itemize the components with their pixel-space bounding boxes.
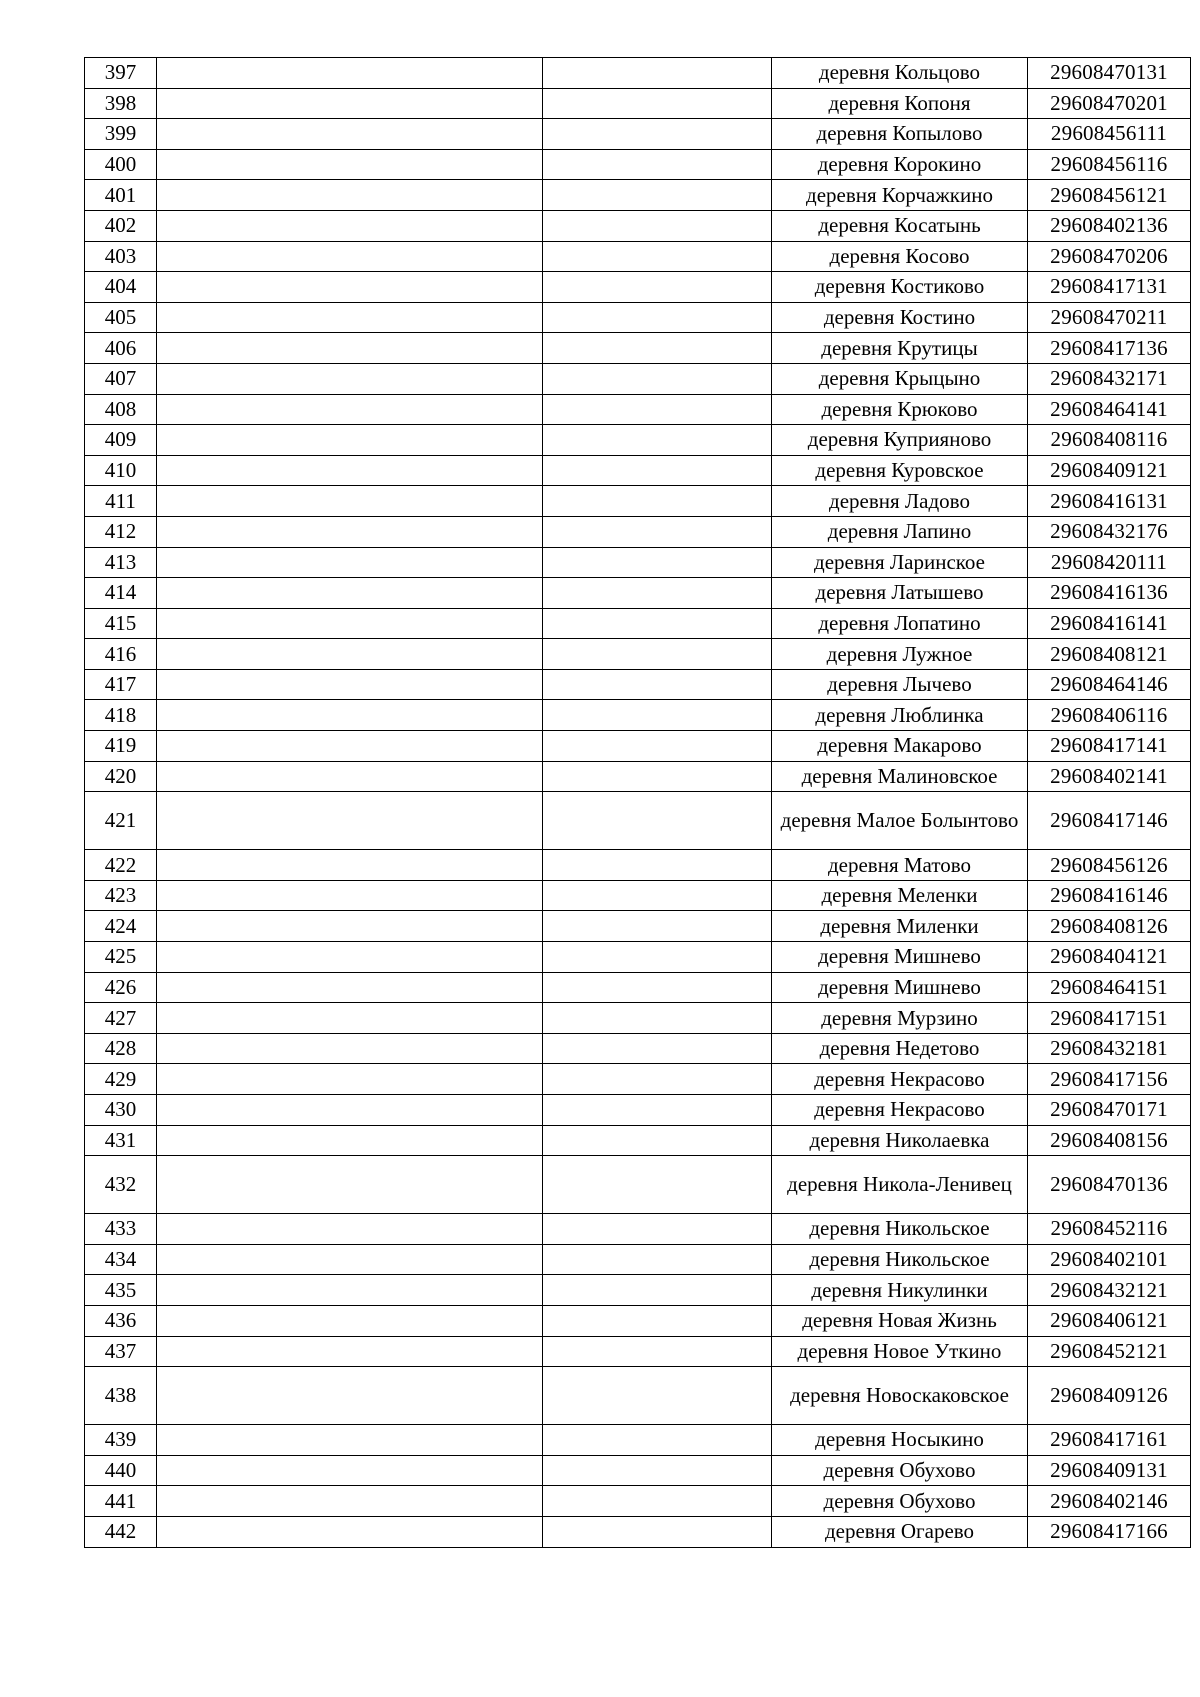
oktmo-code-cell: 29608417131 — [1028, 272, 1191, 303]
empty-cell — [157, 333, 543, 364]
empty-cell — [543, 455, 772, 486]
row-number-cell: 427 — [85, 1003, 157, 1034]
settlement-name-cell: деревня Никола-Ленивец — [772, 1156, 1028, 1214]
empty-cell — [157, 149, 543, 180]
settlement-name-cell: деревня Костиково — [772, 272, 1028, 303]
empty-cell — [543, 578, 772, 609]
oktmo-code-cell: 29608402136 — [1028, 210, 1191, 241]
row-number-cell: 421 — [85, 792, 157, 850]
oktmo-code-cell: 29608470211 — [1028, 302, 1191, 333]
row-number-cell: 433 — [85, 1214, 157, 1245]
oktmo-code-cell: 29608402101 — [1028, 1244, 1191, 1275]
table-row — [85, 792, 1191, 850]
row-number-cell: 409 — [85, 425, 157, 456]
oktmo-code-cell: 29608420111 — [1028, 547, 1191, 578]
oktmo-code-cell: 29608417136 — [1028, 333, 1191, 364]
table-row — [85, 1095, 1191, 1126]
settlement-name-cell: деревня Косатынь — [772, 210, 1028, 241]
empty-cell — [543, 911, 772, 942]
row-number-cell: 404 — [85, 272, 157, 303]
empty-cell — [543, 761, 772, 792]
row-number-cell: 426 — [85, 972, 157, 1003]
empty-cell — [157, 761, 543, 792]
row-number-cell: 430 — [85, 1095, 157, 1126]
settlement-name-cell: деревня Новоскаковское — [772, 1367, 1028, 1425]
oktmo-code-cell: 29608470171 — [1028, 1095, 1191, 1126]
oktmo-code-cell: 29608470131 — [1028, 58, 1191, 89]
settlement-name-cell: деревня Куровское — [772, 455, 1028, 486]
empty-cell — [157, 1516, 543, 1547]
oktmo-code-cell: 29608464141 — [1028, 394, 1191, 425]
settlement-name-cell: деревня Корчажкино — [772, 180, 1028, 211]
empty-cell — [157, 792, 543, 850]
settlement-name-cell: деревня Крутицы — [772, 333, 1028, 364]
empty-cell — [543, 119, 772, 150]
row-number-cell: 435 — [85, 1275, 157, 1306]
table-row — [85, 911, 1191, 942]
table-row — [85, 1275, 1191, 1306]
row-number-cell: 425 — [85, 942, 157, 973]
oktmo-code-cell: 29608417156 — [1028, 1064, 1191, 1095]
settlement-name-cell: деревня Кольцово — [772, 58, 1028, 89]
empty-cell — [543, 700, 772, 731]
settlement-name-cell: деревня Лопатино — [772, 608, 1028, 639]
empty-cell — [543, 1486, 772, 1517]
row-number-cell: 436 — [85, 1305, 157, 1336]
settlement-name-cell: деревня Мишнево — [772, 972, 1028, 1003]
empty-cell — [157, 88, 543, 119]
empty-cell — [157, 1003, 543, 1034]
oktmo-code-cell: 29608416136 — [1028, 578, 1191, 609]
row-number-cell: 414 — [85, 578, 157, 609]
settlement-name-cell: деревня Николаевка — [772, 1125, 1028, 1156]
row-number-cell: 432 — [85, 1156, 157, 1214]
row-number-cell: 418 — [85, 700, 157, 731]
row-number-cell: 410 — [85, 455, 157, 486]
empty-cell — [157, 486, 543, 517]
empty-cell — [157, 241, 543, 272]
empty-cell — [543, 1033, 772, 1064]
table-row — [85, 880, 1191, 911]
empty-cell — [543, 1367, 772, 1425]
oktmo-code-cell: 29608402146 — [1028, 1486, 1191, 1517]
table-row — [85, 1033, 1191, 1064]
empty-cell — [157, 578, 543, 609]
empty-cell — [157, 455, 543, 486]
empty-cell — [157, 669, 543, 700]
empty-cell — [543, 516, 772, 547]
row-number-cell: 438 — [85, 1367, 157, 1425]
empty-cell — [157, 1336, 543, 1367]
empty-cell — [157, 880, 543, 911]
empty-cell — [157, 1486, 543, 1517]
oktmo-code-cell: 29608404121 — [1028, 942, 1191, 973]
row-number-cell: 420 — [85, 761, 157, 792]
row-number-cell: 406 — [85, 333, 157, 364]
empty-cell — [543, 942, 772, 973]
settlement-name-cell: деревня Копылово — [772, 119, 1028, 150]
settlement-name-cell: деревня Новое Уткино — [772, 1336, 1028, 1367]
table-row — [85, 1064, 1191, 1095]
empty-cell — [157, 180, 543, 211]
row-number-cell: 422 — [85, 850, 157, 881]
table-row — [85, 578, 1191, 609]
table-row — [85, 394, 1191, 425]
table-row — [85, 363, 1191, 394]
settlement-name-cell: деревня Малиновское — [772, 761, 1028, 792]
oktmo-code-cell: 29608416146 — [1028, 880, 1191, 911]
table-row — [85, 88, 1191, 119]
table-row — [85, 58, 1191, 89]
settlement-name-cell: деревня Носыкино — [772, 1425, 1028, 1456]
row-number-cell: 442 — [85, 1516, 157, 1547]
settlement-name-cell: деревня Обухово — [772, 1486, 1028, 1517]
row-number-cell: 401 — [85, 180, 157, 211]
row-number-cell: 439 — [85, 1425, 157, 1456]
table-row — [85, 761, 1191, 792]
empty-cell — [157, 272, 543, 303]
row-number-cell: 403 — [85, 241, 157, 272]
empty-cell — [543, 1244, 772, 1275]
settlement-name-cell: деревня Никольское — [772, 1214, 1028, 1245]
oktmo-code-cell: 29608456126 — [1028, 850, 1191, 881]
row-number-cell: 429 — [85, 1064, 157, 1095]
table-row — [85, 972, 1191, 1003]
settlement-name-cell: деревня Лужное — [772, 639, 1028, 670]
settlement-name-cell: деревня Миленки — [772, 911, 1028, 942]
empty-cell — [543, 1214, 772, 1245]
row-number-cell: 408 — [85, 394, 157, 425]
oktmo-code-cell: 29608456111 — [1028, 119, 1191, 150]
table-row — [85, 1244, 1191, 1275]
empty-cell — [543, 608, 772, 639]
empty-cell — [157, 700, 543, 731]
settlement-name-cell: деревня Крыцыно — [772, 363, 1028, 394]
table-row — [85, 1367, 1191, 1425]
settlement-name-cell: деревня Макарово — [772, 731, 1028, 762]
row-number-cell: 423 — [85, 880, 157, 911]
empty-cell — [543, 241, 772, 272]
settlement-name-cell: деревня Малое Болынтово — [772, 792, 1028, 850]
empty-cell — [157, 394, 543, 425]
empty-cell — [543, 1095, 772, 1126]
row-number-cell: 415 — [85, 608, 157, 639]
table-row — [85, 272, 1191, 303]
row-number-cell: 398 — [85, 88, 157, 119]
empty-cell — [157, 1125, 543, 1156]
settlement-name-cell: деревня Никольское — [772, 1244, 1028, 1275]
table-row — [85, 669, 1191, 700]
settlement-name-cell: деревня Огарево — [772, 1516, 1028, 1547]
empty-cell — [543, 547, 772, 578]
row-number-cell: 400 — [85, 149, 157, 180]
empty-cell — [157, 942, 543, 973]
table-row — [85, 1486, 1191, 1517]
empty-cell — [543, 1455, 772, 1486]
empty-cell — [543, 272, 772, 303]
settlement-name-cell: деревня Некрасово — [772, 1095, 1028, 1126]
oktmo-code-cell: 29608408156 — [1028, 1125, 1191, 1156]
settlement-name-cell: деревня Недетово — [772, 1033, 1028, 1064]
settlements-table — [84, 57, 1191, 1548]
row-number-cell: 417 — [85, 669, 157, 700]
oktmo-code-cell: 29608452121 — [1028, 1336, 1191, 1367]
oktmo-code-cell: 29608470136 — [1028, 1156, 1191, 1214]
row-number-cell: 412 — [85, 516, 157, 547]
table-row — [85, 608, 1191, 639]
empty-cell — [543, 333, 772, 364]
empty-cell — [157, 425, 543, 456]
empty-cell — [543, 180, 772, 211]
empty-cell — [157, 58, 543, 89]
settlement-name-cell: деревня Никулинки — [772, 1275, 1028, 1306]
settlement-name-cell: деревня Некрасово — [772, 1064, 1028, 1095]
empty-cell — [157, 1244, 543, 1275]
oktmo-code-cell: 29608432121 — [1028, 1275, 1191, 1306]
oktmo-code-cell: 29608409131 — [1028, 1455, 1191, 1486]
settlement-name-cell: деревня Лычево — [772, 669, 1028, 700]
settlement-name-cell: деревня Обухово — [772, 1455, 1028, 1486]
table-row — [85, 1003, 1191, 1034]
table-row — [85, 942, 1191, 973]
table-row — [85, 1156, 1191, 1214]
table-row — [85, 516, 1191, 547]
empty-cell — [543, 58, 772, 89]
empty-cell — [157, 302, 543, 333]
oktmo-code-cell: 29608408121 — [1028, 639, 1191, 670]
empty-cell — [157, 119, 543, 150]
table-row — [85, 486, 1191, 517]
empty-cell — [543, 1305, 772, 1336]
settlement-name-cell: деревня Мурзино — [772, 1003, 1028, 1034]
settlements-table-body — [85, 58, 1191, 1548]
empty-cell — [157, 1064, 543, 1095]
empty-cell — [543, 363, 772, 394]
oktmo-code-cell: 29608464151 — [1028, 972, 1191, 1003]
empty-cell — [157, 1214, 543, 1245]
table-row — [85, 210, 1191, 241]
table-row — [85, 731, 1191, 762]
row-number-cell: 431 — [85, 1125, 157, 1156]
empty-cell — [543, 669, 772, 700]
row-number-cell: 405 — [85, 302, 157, 333]
oktmo-code-cell: 29608432176 — [1028, 516, 1191, 547]
empty-cell — [543, 639, 772, 670]
table-row — [85, 1425, 1191, 1456]
row-number-cell: 440 — [85, 1455, 157, 1486]
empty-cell — [157, 516, 543, 547]
empty-cell — [543, 149, 772, 180]
settlement-name-cell: деревня Куприяново — [772, 425, 1028, 456]
table-row — [85, 1455, 1191, 1486]
settlement-name-cell: деревня Латышево — [772, 578, 1028, 609]
empty-cell — [157, 639, 543, 670]
empty-cell — [157, 210, 543, 241]
oktmo-code-cell: 29608432181 — [1028, 1033, 1191, 1064]
empty-cell — [543, 1425, 772, 1456]
oktmo-code-cell: 29608408116 — [1028, 425, 1191, 456]
oktmo-code-cell: 29608417151 — [1028, 1003, 1191, 1034]
oktmo-code-cell: 29608417141 — [1028, 731, 1191, 762]
empty-cell — [543, 731, 772, 762]
settlement-name-cell: деревня Люблинка — [772, 700, 1028, 731]
empty-cell — [543, 850, 772, 881]
row-number-cell: 399 — [85, 119, 157, 150]
empty-cell — [543, 1156, 772, 1214]
row-number-cell: 428 — [85, 1033, 157, 1064]
oktmo-code-cell: 29608464146 — [1028, 669, 1191, 700]
empty-cell — [543, 792, 772, 850]
empty-cell — [543, 1336, 772, 1367]
empty-cell — [543, 880, 772, 911]
oktmo-code-cell: 29608409126 — [1028, 1367, 1191, 1425]
oktmo-code-cell: 29608406116 — [1028, 700, 1191, 731]
empty-cell — [157, 1095, 543, 1126]
empty-cell — [543, 486, 772, 517]
oktmo-code-cell: 29608417166 — [1028, 1516, 1191, 1547]
empty-cell — [543, 394, 772, 425]
row-number-cell: 419 — [85, 731, 157, 762]
settlement-name-cell: деревня Косово — [772, 241, 1028, 272]
empty-cell — [157, 1367, 543, 1425]
settlement-name-cell: деревня Ладово — [772, 486, 1028, 517]
empty-cell — [157, 1033, 543, 1064]
table-row — [85, 302, 1191, 333]
table-row — [85, 425, 1191, 456]
empty-cell — [543, 972, 772, 1003]
oktmo-code-cell: 29608409121 — [1028, 455, 1191, 486]
row-number-cell: 416 — [85, 639, 157, 670]
oktmo-code-cell: 29608456116 — [1028, 149, 1191, 180]
row-number-cell: 402 — [85, 210, 157, 241]
empty-cell — [543, 1125, 772, 1156]
empty-cell — [543, 1516, 772, 1547]
row-number-cell: 411 — [85, 486, 157, 517]
oktmo-code-cell: 29608408126 — [1028, 911, 1191, 942]
row-number-cell: 441 — [85, 1486, 157, 1517]
oktmo-code-cell: 29608470201 — [1028, 88, 1191, 119]
oktmo-code-cell: 29608417146 — [1028, 792, 1191, 850]
table-row — [85, 149, 1191, 180]
settlement-name-cell: деревня Корокино — [772, 149, 1028, 180]
empty-cell — [157, 731, 543, 762]
oktmo-code-cell: 29608416131 — [1028, 486, 1191, 517]
table-row — [85, 241, 1191, 272]
row-number-cell: 434 — [85, 1244, 157, 1275]
oktmo-code-cell: 29608417161 — [1028, 1425, 1191, 1456]
oktmo-code-cell: 29608406121 — [1028, 1305, 1191, 1336]
oktmo-code-cell: 29608452116 — [1028, 1214, 1191, 1245]
empty-cell — [157, 911, 543, 942]
empty-cell — [157, 1425, 543, 1456]
table-row — [85, 547, 1191, 578]
table-row — [85, 1516, 1191, 1547]
settlement-name-cell: деревня Матово — [772, 850, 1028, 881]
settlement-name-cell: деревня Меленки — [772, 880, 1028, 911]
table-row — [85, 1125, 1191, 1156]
oktmo-code-cell: 29608402141 — [1028, 761, 1191, 792]
settlement-name-cell: деревня Мишнево — [772, 942, 1028, 973]
empty-cell — [543, 210, 772, 241]
settlement-name-cell: деревня Костино — [772, 302, 1028, 333]
row-number-cell: 424 — [85, 911, 157, 942]
row-number-cell: 407 — [85, 363, 157, 394]
empty-cell — [543, 1064, 772, 1095]
table-row — [85, 700, 1191, 731]
empty-cell — [157, 972, 543, 1003]
settlement-name-cell: деревня Ларинское — [772, 547, 1028, 578]
empty-cell — [157, 363, 543, 394]
row-number-cell: 413 — [85, 547, 157, 578]
empty-cell — [543, 1003, 772, 1034]
table-row — [85, 455, 1191, 486]
row-number-cell: 397 — [85, 58, 157, 89]
table-row — [85, 180, 1191, 211]
settlement-name-cell: деревня Новая Жизнь — [772, 1305, 1028, 1336]
row-number-cell: 437 — [85, 1336, 157, 1367]
oktmo-code-cell: 29608470206 — [1028, 241, 1191, 272]
table-row — [85, 1336, 1191, 1367]
table-row — [85, 1214, 1191, 1245]
settlement-name-cell: деревня Копоня — [772, 88, 1028, 119]
table-row — [85, 850, 1191, 881]
table-row — [85, 639, 1191, 670]
empty-cell — [157, 608, 543, 639]
empty-cell — [157, 1455, 543, 1486]
table-row — [85, 119, 1191, 150]
empty-cell — [157, 547, 543, 578]
oktmo-code-cell: 29608416141 — [1028, 608, 1191, 639]
empty-cell — [157, 1156, 543, 1214]
settlement-name-cell: деревня Лапино — [772, 516, 1028, 547]
empty-cell — [157, 1305, 543, 1336]
settlement-name-cell: деревня Крюково — [772, 394, 1028, 425]
table-row — [85, 333, 1191, 364]
empty-cell — [543, 88, 772, 119]
empty-cell — [543, 1275, 772, 1306]
empty-cell — [157, 1275, 543, 1306]
oktmo-code-cell: 29608432171 — [1028, 363, 1191, 394]
empty-cell — [543, 425, 772, 456]
table-row — [85, 1305, 1191, 1336]
empty-cell — [157, 850, 543, 881]
oktmo-code-cell: 29608456121 — [1028, 180, 1191, 211]
empty-cell — [543, 302, 772, 333]
